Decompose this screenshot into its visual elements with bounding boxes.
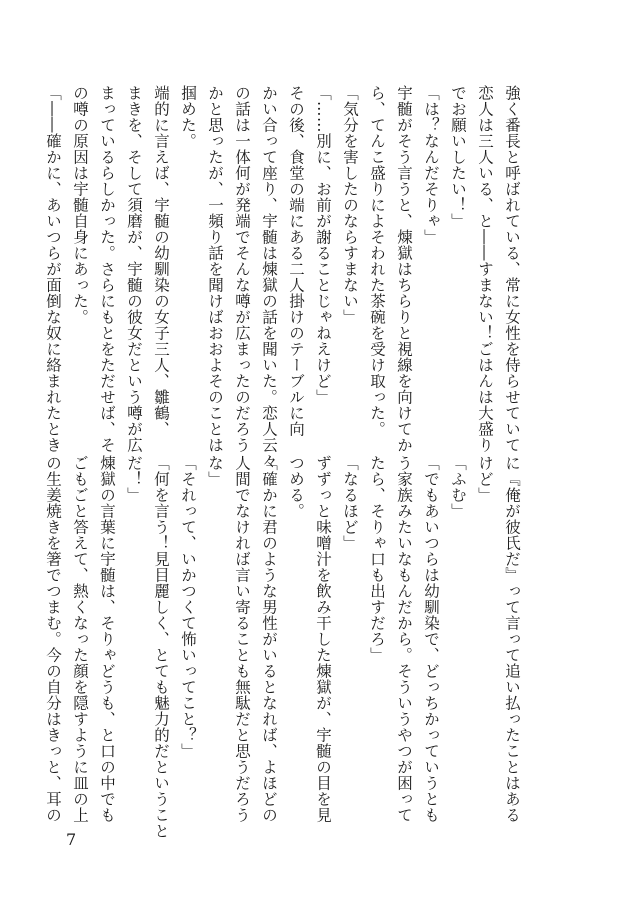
text-line: 「何を言う！見目麗しく、とても魅力的だということ bbox=[152, 455, 170, 839]
text-line: 「確かに君のような男性がいるとなれば、よほどの bbox=[260, 455, 278, 823]
text-line: 「……別に、お前が謝ることじゃねえけど」 bbox=[314, 85, 332, 405]
text-line: 強く番長と呼ばれている、常に女性を侍らせていて bbox=[503, 85, 521, 453]
text-line: 煉獄の言葉に宇髄は、そりゃどうも、と口の中でも bbox=[98, 455, 116, 823]
text-line: の話は一体何が発端でそんな噂が広まったのだろう bbox=[233, 85, 251, 453]
text-line: 「気分を害したのならすまない」 bbox=[341, 85, 359, 325]
text-line: 掴めた。 bbox=[179, 85, 197, 149]
text-line: ずずっと味噌汁を飲み干した煉獄が、宇髄の目を見 bbox=[314, 455, 332, 823]
text-line: 「でもあいつらは幼馴染で、どっちかっていうとも bbox=[422, 455, 440, 823]
text-line: だ！」 bbox=[125, 455, 143, 503]
text-line: かと思ったが、一頻り話を聞けばおおよそのことは bbox=[206, 85, 224, 453]
bottom-text-block bbox=[44, 455, 525, 839]
text-line: に『俺が彼氏だ』って言って追い払ったことはある bbox=[503, 455, 521, 823]
text-line: でお願いしたい！」 bbox=[449, 85, 467, 229]
text-line: な」 bbox=[206, 455, 224, 487]
text-line: 「それって、いかつくて怖いってこと？」 bbox=[179, 455, 197, 759]
text-line: まきを、そして須磨が、宇髄の彼女だという噂が広 bbox=[125, 85, 143, 453]
text-line: たら、そりゃ口も出すだろ」 bbox=[368, 455, 386, 663]
text-line: 恋人は三人いる、と――すまない！ごはんは大盛り bbox=[476, 85, 494, 453]
text-line: ら、てんこ盛りによそわれた茶碗を受け取った。 bbox=[368, 85, 386, 437]
text-line: 端的に言えば、宇髄の幼馴染の女子三人、雛鶴、 bbox=[152, 85, 170, 437]
text-line: 宇髄がそう言うと、煉獄はちらりと視線を向けてか bbox=[395, 85, 413, 453]
text-line: 「は？なんだそりゃ」 bbox=[422, 85, 440, 245]
text-line: 「なるほど」 bbox=[341, 455, 359, 551]
text-line: 「――確かに、あいつらが面倒な奴に絡まれたとき bbox=[44, 85, 62, 453]
text-line: まっているらしかった。さらにもとをただせば、そ bbox=[98, 85, 116, 453]
text-line: 人間でなければ言い寄ることも無駄だと思うだろう bbox=[233, 455, 251, 823]
text-line: 「ふむ」 bbox=[449, 455, 467, 519]
text-line: の生姜焼きを箸でつまむ。今の自分はきっと、耳の bbox=[44, 455, 62, 823]
page-number: 7 bbox=[66, 830, 77, 849]
text-line: の噂の原因は宇髄自身にあった。 bbox=[71, 85, 89, 325]
text-line: けど」 bbox=[476, 455, 494, 503]
text-line: ごもごと答えて、熱くなった顔を隠すように皿の上 bbox=[71, 455, 89, 823]
text-line: つめる。 bbox=[287, 455, 305, 519]
text-line: その後、食堂の端にある二人掛けのテーブルに向 bbox=[287, 85, 305, 437]
top-text-block bbox=[44, 85, 525, 469]
text-line: う家族みたいなもんだから。そういうやつが困って bbox=[395, 455, 413, 823]
text-line: かい合って座り、宇髄は煉獄の話を聞いた。恋人云々 bbox=[260, 85, 278, 469]
